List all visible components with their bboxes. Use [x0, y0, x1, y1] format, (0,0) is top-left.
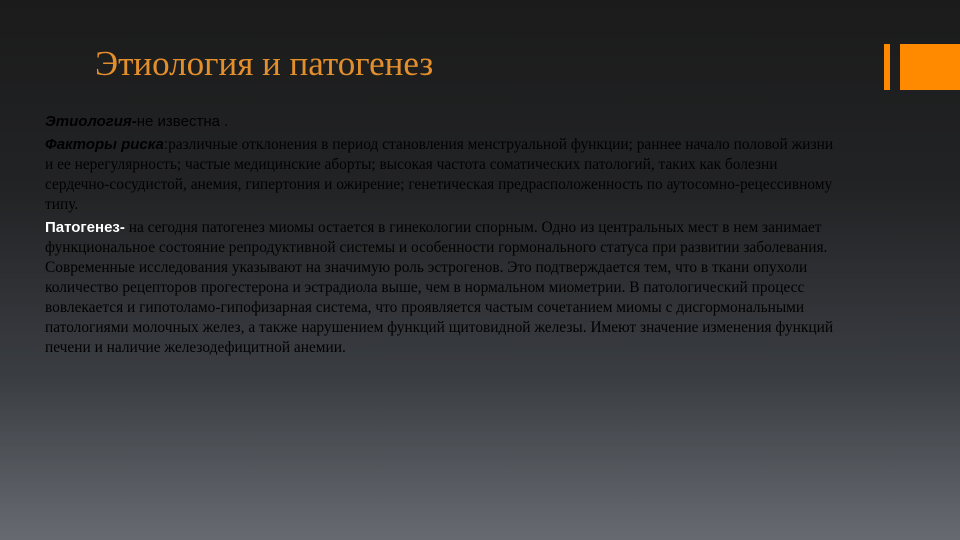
- accent-bar-thin: [884, 44, 890, 90]
- pathogenesis-paragraph: [45, 218, 845, 358]
- risk-factors-paragraph: [45, 135, 845, 215]
- risk-factors-term: Факторы риска: [45, 136, 164, 153]
- etiology-paragraph: [45, 112, 845, 132]
- accent-bar-block: [900, 44, 960, 90]
- slide-title: Этиология и патогенез: [95, 44, 434, 83]
- risk-factors-text: различные отклонения в период становления менструальной функции; раннее начало половой жизни и ее нерегулярность; частые медицинские аборты; высокая частота соматических патологий, таких как болезни сердечно-сосудистой, анемия, гипертония и ожирение; генетическая предрасположенность по аутосомно-рецессивному типу.: [45, 136, 834, 213]
- risk-factors-colon: :: [163, 136, 169, 153]
- pathogenesis-text: на сегодня патогенез миомы остается в гинекологии спорным. Одно из центральных мест в нем занимает функциональное состояние репродуктивной системы и особенности гормонального статуса при развитии заболевания. Современные исследования указывают на значимую роль эстрогенов. Это подтверждается тем, что в ткани опухоли количество рецепторов прогестерона и эстрадиола выше, чем в нормальном миометрии. В патологический процесс вовлекается и гипотоламо-гипофизарная система, что проявляется частым сочетанием миомы с дисгормональными патологиями молочных желез, а также нарушением функций щитовидной железы. Имеют значение изменения функций печени и наличие железодефицитной анемии.: [45, 219, 834, 356]
- etiology-term: Этиология-: [45, 113, 137, 130]
- etiology-text: не известна .: [136, 113, 229, 130]
- pathogenesis-term: Патогенез-: [45, 219, 125, 236]
- slide-body: [45, 112, 845, 361]
